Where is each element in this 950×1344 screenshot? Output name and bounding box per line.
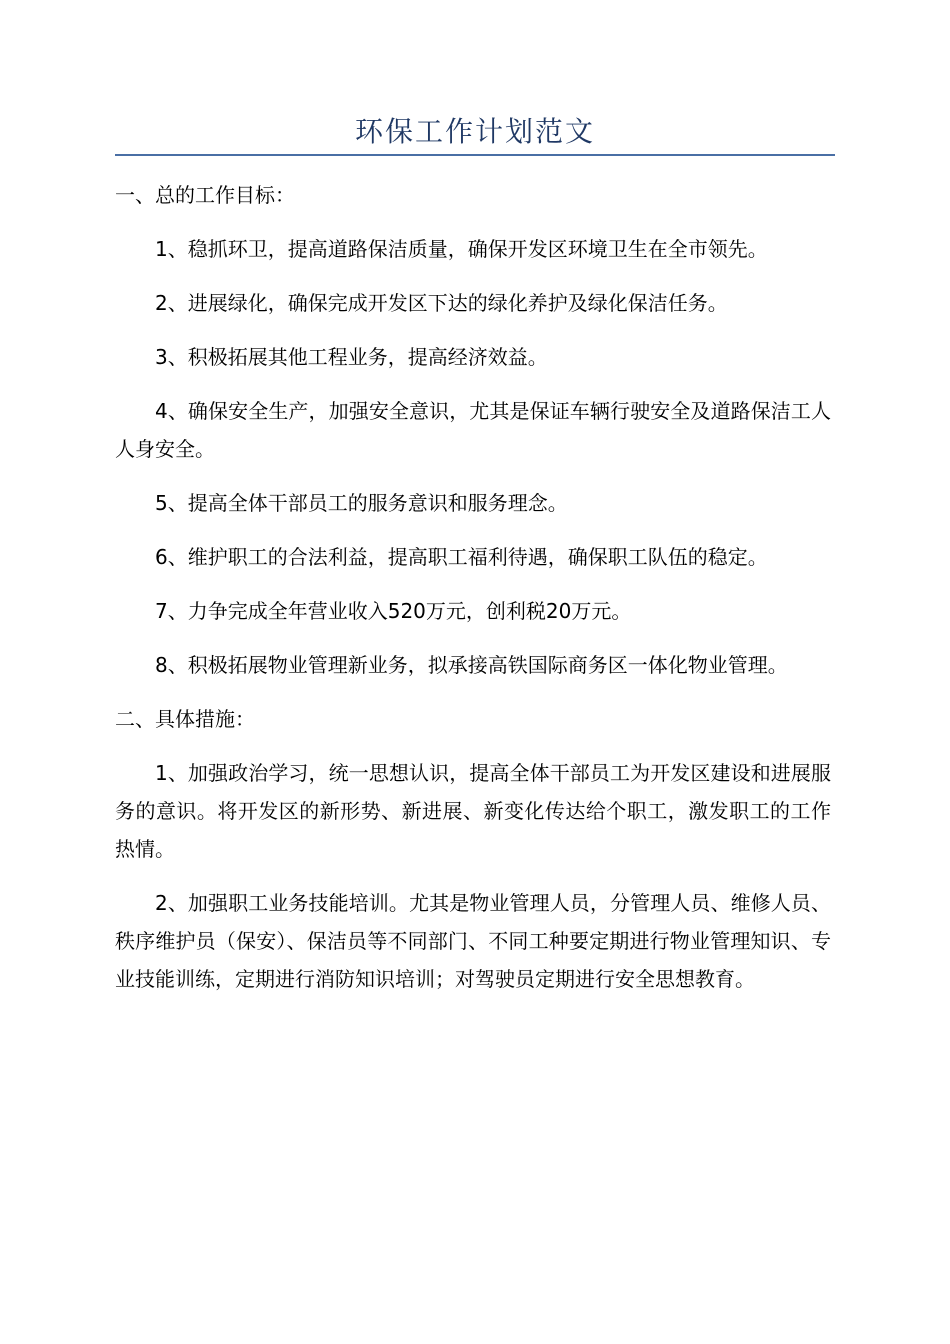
measure-item-2: 2、加强职工业务技能培训。尤其是物业管理人员，分管理人员、维修人员、秩序维护员（保安）、保洁员等不同部门、不同工种要定期进行物业管理知识、专业技能训练，定期进行消防知识培训；对驾驶员定期进行安全思想教育。 [115, 891, 831, 991]
title-underline [115, 154, 835, 156]
goal-item-1: 1、稳抓环卫，提高道路保洁质量，确保开发区环境卫生在全市领先。 [155, 237, 768, 261]
goal-item-8: 8、积极拓展物业管理新业务，拟承接高铁国际商务区一体化物业管理。 [155, 653, 788, 677]
goal-item-4: 4、确保安全生产，加强安全意识，尤其是保证车辆行驶安全及道路保洁工人人身安全。 [115, 399, 831, 461]
measure-item-1: 1、加强政治学习，统一思想认识，提高全体干部员工为开发区建设和进展服务的意识。将开发区的新形势、新进展、新变化传达给个职工，激发职工的工作热情。 [115, 761, 831, 861]
goal-item-5: 5、提高全体干部员工的服务意识和服务理念。 [155, 491, 568, 515]
section-heading-measures: 二、具体措施： [115, 707, 255, 731]
goal-item-7: 7、力争完成全年营业收入520万元，创利税20万元。 [155, 599, 632, 623]
goal-item-3: 3、积极拓展其他工程业务，提高经济效益。 [155, 345, 548, 369]
document-body [115, 176, 831, 1014]
section-heading-goals: 一、总的工作目标： [115, 183, 295, 207]
goal-item-6: 6、维护职工的合法利益，提高职工福利待遇，确保职工队伍的稳定。 [155, 545, 768, 569]
goal-item-2: 2、进展绿化，确保完成开发区下达的绿化养护及绿化保洁任务。 [155, 291, 728, 315]
document-title: 环保工作计划范文 [354, 115, 595, 148]
